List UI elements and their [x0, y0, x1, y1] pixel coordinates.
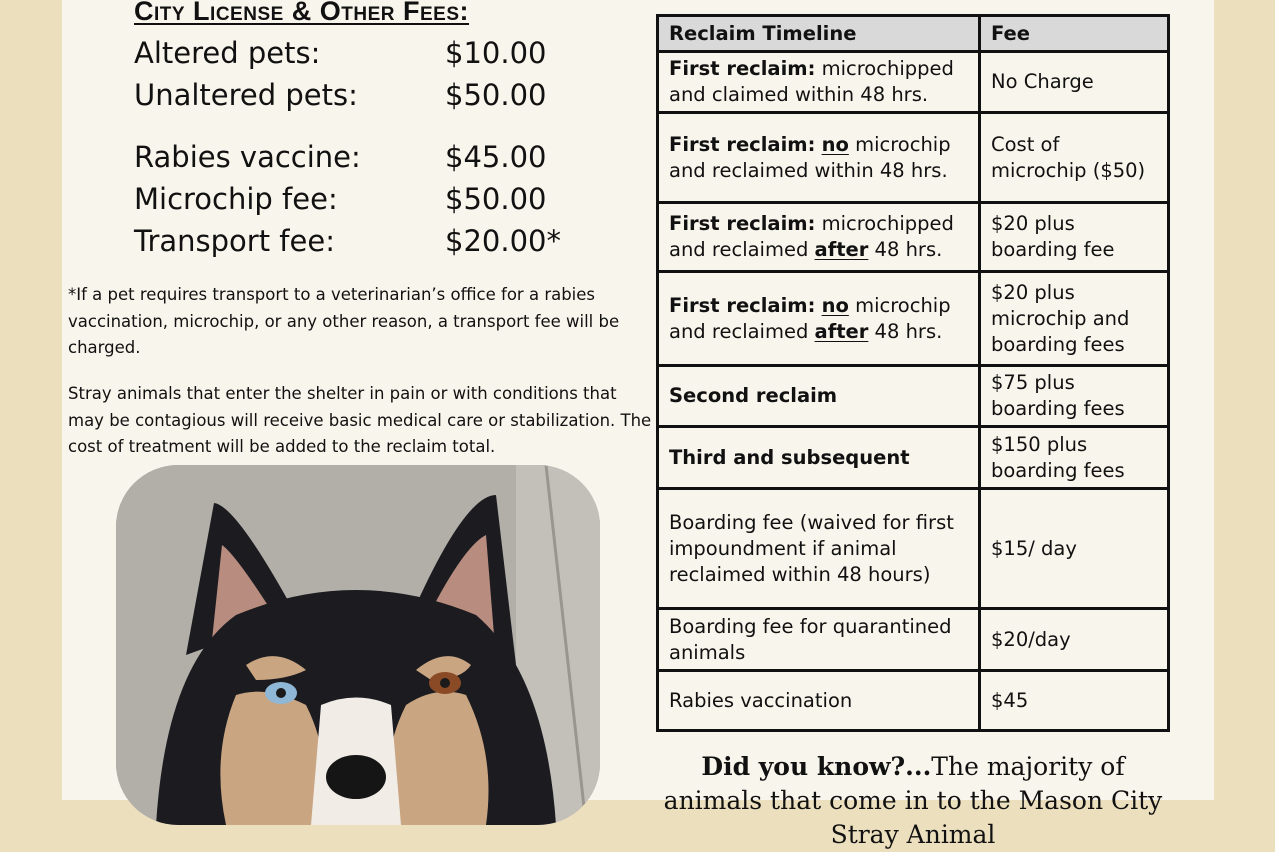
header-reclaim-timeline: Reclaim Timeline [658, 16, 980, 52]
timeline-cell [658, 113, 980, 203]
fee-cell: $20/day [980, 609, 1169, 671]
timeline-text: microchipped and reclaimed [669, 212, 954, 261]
timeline-emphasis: after [814, 319, 869, 343]
fee-cell: $150 plus boarding fees [980, 427, 1169, 489]
timeline-emphasis: no [821, 132, 849, 156]
fee-label: Altered pets: [134, 36, 321, 70]
timeline-emphasis: no [821, 293, 849, 317]
table-row [658, 272, 1169, 366]
timeline-text: 48 hrs. [868, 238, 943, 261]
flyer-page [62, 0, 1214, 849]
dog-photo [116, 465, 600, 825]
timeline-cell [658, 52, 980, 113]
fee-cell: $75 plus boarding fees [980, 366, 1169, 427]
fee-label: Microchip fee: [134, 182, 338, 216]
timeline-bold: First reclaim: [669, 132, 816, 156]
fee-label: Unaltered pets: [134, 78, 358, 112]
timeline-text: 48 hrs. [868, 319, 943, 343]
table-row [658, 52, 1169, 113]
fee-cell: $20 plus boarding fee [980, 203, 1169, 272]
table-row [658, 671, 1169, 731]
timeline-cell [658, 203, 980, 272]
timeline-text: microchipped and claimed within 48 hrs. [669, 57, 954, 106]
reclaim-fee-table [656, 14, 1170, 732]
stray-note: Stray animals that enter the shelter in pain or with conditions that may be contagious will receive basic medical care or stabilization. The cost of treatment will be added to the reclaim total. [68, 384, 652, 456]
timeline-emphasis: after [814, 238, 869, 261]
header-fee: Fee [980, 16, 1169, 52]
timeline-cell: Boarding fee (waived for first impoundment if animal reclaimed within 48 hours) [658, 489, 980, 609]
timeline-bold: First reclaim: [669, 212, 816, 235]
fee-amount: $50.00 [445, 182, 547, 216]
table-header-row [658, 16, 1169, 52]
fee-cell: $15/ day [980, 489, 1169, 609]
timeline-cell [658, 427, 980, 489]
fee-amount: $45.00 [445, 140, 547, 174]
timeline-bold: Third and subsequent [669, 445, 910, 469]
fee-amount: $10.00 [445, 36, 547, 70]
table-row [658, 203, 1169, 272]
did-you-know-paragraph [658, 750, 1168, 852]
fee-cell: $45 [980, 671, 1169, 731]
did-you-know-text: The majority of animals that come in to the Mason City Stray Animal [663, 752, 1163, 849]
timeline-bold: First reclaim: [669, 293, 816, 317]
timeline-cell: Rabies vaccination [658, 671, 980, 731]
table-row [658, 113, 1169, 203]
did-you-know-lead: Did you know?... [701, 752, 932, 781]
table-row [658, 489, 1169, 609]
fee-cell: Cost of microchip ($50) [980, 113, 1169, 203]
fees-title: City License & Other Fees: [134, 0, 470, 26]
timeline-cell [658, 366, 980, 427]
fee-label: Transport fee: [134, 224, 335, 258]
fee-label: Rabies vaccine: [134, 140, 361, 174]
fee-cell: No Charge [980, 52, 1169, 113]
table-row [658, 609, 1169, 671]
timeline-bold: First reclaim: [669, 57, 816, 80]
transport-note: *If a pet requires transport to a veterinarian’s office for a rabies vaccination, microchip, or any other reason, a transport fee will be charged. [68, 285, 620, 357]
husky-illustration [116, 465, 600, 825]
table-row [658, 427, 1169, 489]
table-row [658, 366, 1169, 427]
fee-cell: $20 plus microchip and boarding fees [980, 272, 1169, 366]
timeline-cell [658, 272, 980, 366]
timeline-cell: Boarding fee for quarantined animals [658, 609, 980, 671]
timeline-text: microchip and reclaimed within 48 hrs. [669, 132, 951, 182]
fee-amount: $50.00 [445, 78, 547, 112]
timeline-text: microchip and reclaimed [669, 293, 951, 343]
timeline-bold: Second reclaim [669, 384, 838, 407]
fee-amount: $20.00* [445, 224, 561, 258]
